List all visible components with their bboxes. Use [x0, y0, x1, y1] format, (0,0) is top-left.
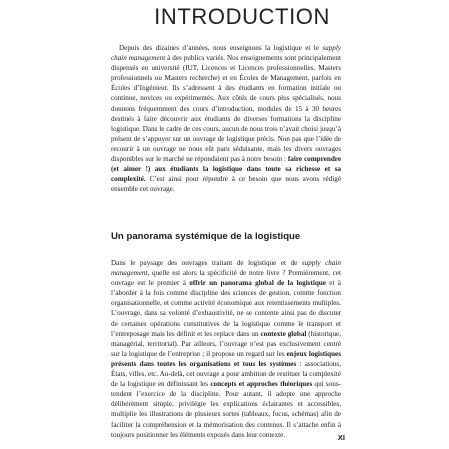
- intro-emphasis-1: supply chain management: [111, 44, 341, 63]
- intro-paragraph: [111, 43, 341, 194]
- intro-text-1: Depuis des dizaines d’années, nous enseignons la logistique et le: [119, 44, 323, 52]
- section-bold-4: concepts et approches théoriques: [210, 380, 313, 389]
- section-text-2: , quelle est alors la spécificité de notre livre ? Premièrement, cet ouvrage est le premier à: [111, 269, 341, 288]
- section-bold-3: enjeux logistiques présents dans toutes les organisations et tous les systèmes: [111, 349, 341, 368]
- section-bold-1: offrir un panorama global de la logistique: [189, 279, 326, 288]
- section-paragraph: [111, 258, 341, 440]
- intro-bold-1: faire comprendre (et aimer !) aux étudiants la logistique dans toute sa richesse et sa complexité.: [111, 155, 341, 184]
- section-text-4: (historique, managérial, territorial). Par ailleurs, l’ouvrage n’est pas exclusivement centré sur la logistique de l’entreprise ; il propose un regard sur les: [111, 329, 342, 358]
- section-text-5: : associations, États, villes, etc. Au-delà, cet ouvrage a pour ambition de restituer la complexité de la logistique en définissant les: [111, 359, 341, 389]
- section-emphasis-1: supply chain management: [111, 259, 341, 278]
- section-text-3: et à l’aborder à la fois comme discipline des sciences de gestion, comme fonction organisationnelle, et comme activité économique aux retentissements multiples. L’ouvrage, dans sa volonté d’exhaustivité, ne se contente ainsi pas de discuter de certaines opérations constitutives de la logistique comme le transport et l’entreposage mais les définit et les replace dans un: [111, 279, 341, 338]
- page-number: XI: [337, 433, 345, 442]
- section-heading: Un panorama systémique de la logistique: [111, 231, 301, 242]
- intro-text-2: à des publics variés. Nos enseignements sont principalement dispensés en université (IUT, Licences et Licences professionnelles, Masters professionnels ou Masters recherche) et en Écoles de Management, parfois en Écoles d’Ingénieur. Ils s’adressent à des étudiants en formation initiale ou continue, novices ou expérimentés. Aux côtés de cours plus spécialisés, nous donnons fréquemment des cours d’introduction, modules de 15 à 30 heures destinés à faire découvrir aux étudiants de diverses formations la discipline logistique. Dans le cadre de ces cours, aucun de nous trois n’avait choisi jusqu’à présent de s’appuyer sur un ouvrage de logistique précis. Non pas que l’idée de recourir à un ouvrage ne nous eût paru séduisante, mais les divers ouvrages disponibles sur le marché ne répondaient pas à notre besoin :: [111, 54, 341, 164]
- chapter-title: INTRODUCTION: [154, 4, 330, 29]
- section-text-6: qui sous-tendent l’exercice de la discipline. Pour autant, il adopte une approche délibérément simple, privilégie les explications éclairantes et accessibles, multiplie les illustrations de plusieurs sortes (tableaux, focus, schémas) afin de faciliter la compréhension et la mémorisation des contenus. Il s’attache enfin à toujours positionner les éléments exposés dans leur contexte.: [111, 380, 341, 439]
- section-text-1: Dans le paysage des ouvrages traitant de logistique et de: [111, 259, 302, 267]
- section-bold-2: contexte global: [260, 329, 307, 338]
- intro-text-3: C’est ainsi pour répondre à ce besoin que nous avons rédigé ensemble cet ouvrage.: [111, 175, 341, 194]
